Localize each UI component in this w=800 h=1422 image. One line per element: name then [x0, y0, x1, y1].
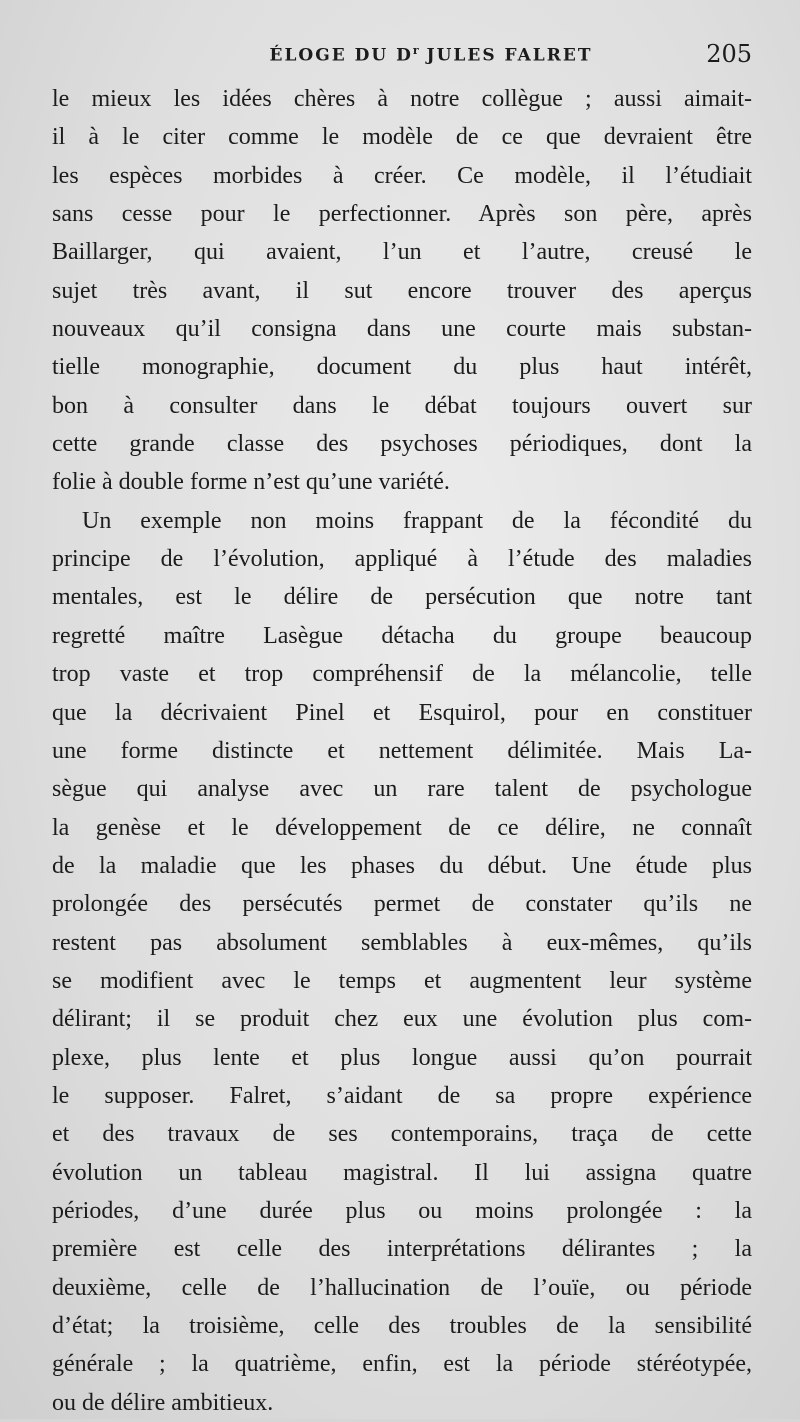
running-title-superscript: r	[412, 44, 419, 57]
text-line: Baillarger, qui avaient, l’un et l’autre, creusé le	[52, 239, 752, 266]
text-line: première est celle des interprétations délirantes ; la	[52, 1236, 752, 1263]
text-line: nouveaux qu’il consigna dans une courte mais substan-	[52, 316, 752, 343]
text-line: le supposer. Falret, s’aidant de sa propre expérience	[52, 1082, 752, 1109]
body-text	[52, 80, 752, 1422]
text-line: trop vaste et trop compréhensif de la mélancolie, telle	[52, 661, 752, 688]
text-line: sègue qui analyse avec un rare talent de psychologue	[52, 776, 752, 803]
text-line: la genèse et le développement de ce délire, ne connaît	[52, 814, 752, 841]
paragraph-end-line: folie à double forme n’est qu’une variété.	[52, 469, 450, 496]
text-line: bon à consulter dans le débat toujours ouvert sur	[52, 392, 752, 419]
page-header	[50, 40, 752, 80]
text-line: il à le citer comme le modèle de ce que devraient être	[52, 124, 752, 151]
text-line: délirant; il se produit chez eux une évolution plus com-	[52, 1006, 752, 1033]
text-line: sujet très avant, il sut encore trouver des aperçus	[52, 277, 752, 304]
text-line: deuxième, celle de l’hallucination de l’ouïe, ou période	[52, 1274, 752, 1301]
running-title-suffix: JULES FALRET	[418, 45, 593, 66]
text-line: plexe, plus lente et plus longue aussi qu’on pourrait	[52, 1044, 752, 1071]
text-line: le mieux les idées chères à notre collègue ; aussi aimait-	[52, 86, 752, 112]
text-line: cette grande classe des psychoses périodiques, dont la	[52, 431, 752, 458]
text-line: de la maladie que les phases du début. Une étude plus	[52, 852, 752, 879]
paragraph-start-line: Un exemple non moins frappant de la fécondité du	[82, 507, 752, 534]
text-line: une forme distincte et nettement délimitée. Mais La-	[52, 737, 752, 764]
page-number: 205	[706, 40, 752, 68]
text-line: regretté maître Lasègue détacha du groupe beaucoup	[52, 622, 752, 649]
text-line: sans cesse pour le perfectionner. Après son père, après	[52, 201, 752, 228]
running-title	[50, 44, 752, 66]
text-line: périodes, d’une durée plus ou moins prolongée : la	[52, 1197, 752, 1224]
text-line: les espèces morbides à créer. Ce modèle, il l’étudiait	[52, 162, 752, 189]
text-line: générale ; la quatrième, enfin, est la période stéréotypée,	[52, 1351, 752, 1378]
text-line: se modifient avec le temps et augmentent leur système	[52, 967, 752, 994]
text-line: restent pas absolument semblables à eux-mêmes, qu’ils	[52, 929, 752, 956]
text-line: tielle monographie, document du plus haut intérêt,	[52, 354, 752, 381]
running-title-prefix: ÉLOGE DU D	[269, 45, 413, 66]
text-line: mentales, est le délire de persécution que notre tant	[52, 584, 752, 611]
paragraph-end-line: ou de délire ambitieux.	[52, 1389, 274, 1416]
text-line: principe de l’évolution, appliqué à l’étude des maladies	[52, 546, 752, 573]
text-line: et des travaux de ses contemporains, traça de cette	[52, 1121, 752, 1148]
text-line: d’état; la troisième, celle des troubles de la sensibilité	[52, 1313, 752, 1339]
text-line: évolution un tableau magistral. Il lui assigna quatre	[52, 1159, 752, 1186]
text-line: que la décrivaient Pinel et Esquirol, pour en constituer	[52, 699, 752, 726]
text-line: prolongée des persécutés permet de constater qu’ils ne	[52, 891, 752, 918]
